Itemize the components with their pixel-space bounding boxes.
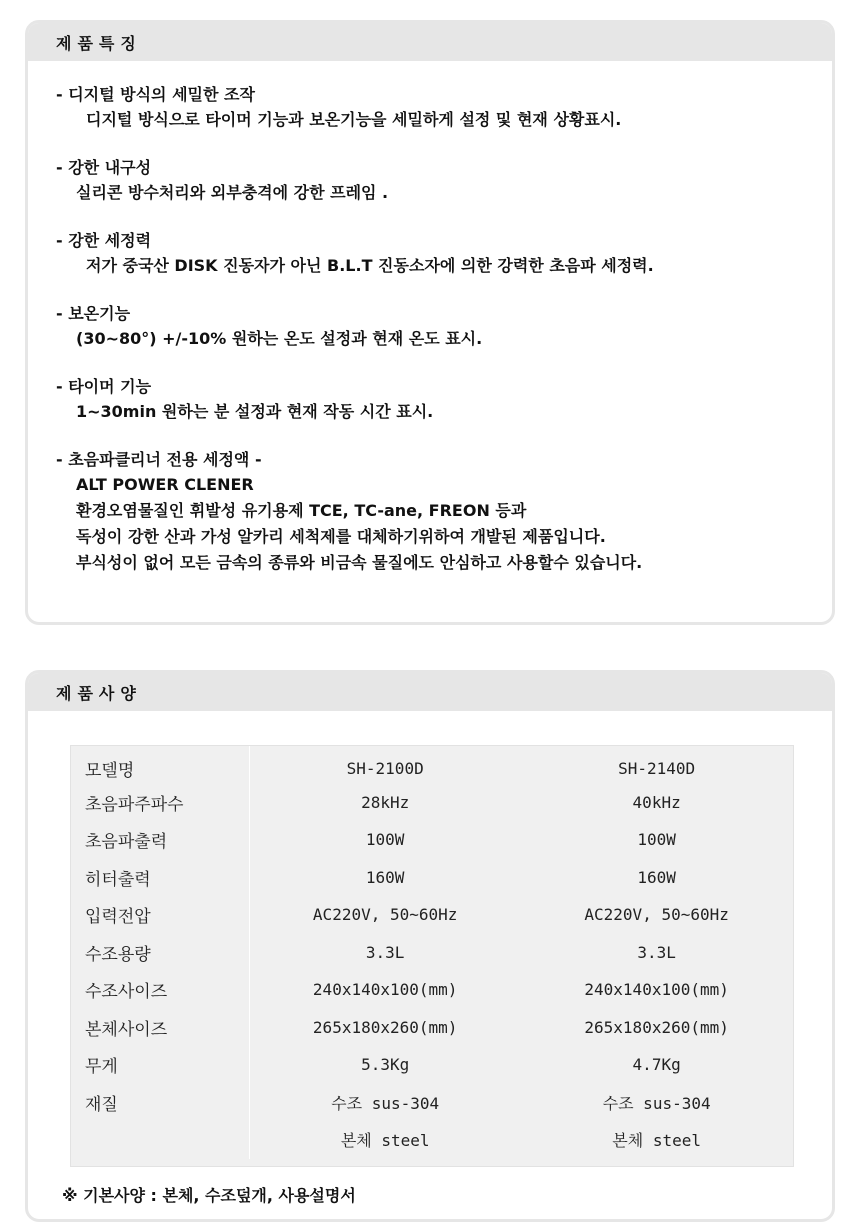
table-row bbox=[71, 934, 793, 972]
specs-header: 제품사양 bbox=[28, 673, 832, 711]
features-card bbox=[25, 20, 835, 625]
spec-table-container bbox=[70, 745, 794, 1167]
spec-value-b: 수조 sus-304 bbox=[602, 1093, 711, 1113]
feature-line: 부식성이 없어 모든 금속의 종류와 비금속 물질에도 안심하고 사용할수 있습니다. bbox=[76, 553, 643, 572]
feature-line: (30~80°) +/-10% 원하는 온도 설정과 현재 온도 표시. bbox=[76, 329, 483, 348]
feature-item bbox=[56, 375, 802, 425]
spec-value-a: 5.3Kg bbox=[361, 1055, 410, 1075]
feature-line: 디지털 방식으로 타이머 기능과 보온기능을 세밀하게 설정 및 현재 상황표시. bbox=[86, 110, 622, 129]
table-row bbox=[71, 971, 793, 1009]
table-row bbox=[71, 1009, 793, 1047]
spec-label: 초음파주파수 bbox=[71, 784, 249, 822]
feature-line: ALT POWER CLENER bbox=[76, 475, 254, 494]
feature-line: 저가 중국산 DISK 진동자가 아닌 B.L.T 진동소자에 의한 강력한 초음파 세정력. bbox=[86, 256, 654, 275]
spec-value-a: 본체 steel bbox=[340, 1131, 430, 1151]
spec-label: 수조사이즈 bbox=[71, 971, 249, 1009]
spec-label: 재질 bbox=[71, 1084, 249, 1122]
feature-item bbox=[56, 83, 802, 133]
spec-value-b: 4.7Kg bbox=[632, 1055, 681, 1075]
spec-note: ※ 기본사양 : 본체, 수조덮개, 사용설명서 bbox=[62, 1186, 356, 1205]
spec-label: 모델명 bbox=[71, 746, 249, 784]
spec-value-a: 160W bbox=[365, 867, 405, 887]
spec-label: 무게 bbox=[71, 1046, 249, 1084]
spec-value-a: 265x180x260(mm) bbox=[312, 1017, 458, 1037]
table-row bbox=[71, 896, 793, 934]
spec-label: 수조용량 bbox=[71, 934, 249, 972]
spec-value-b: 40kHz bbox=[632, 792, 681, 812]
feature-item bbox=[56, 229, 802, 279]
spec-label bbox=[71, 1121, 249, 1159]
spec-label: 입력전압 bbox=[71, 896, 249, 934]
spec-label: 히터출력 bbox=[71, 859, 249, 897]
table-row bbox=[71, 859, 793, 897]
features-body bbox=[28, 61, 832, 576]
spec-value-b: SH-2140D bbox=[618, 759, 696, 779]
spec-value-b: 160W bbox=[637, 867, 676, 887]
table-row bbox=[71, 784, 793, 822]
spec-value-b: 100W bbox=[637, 830, 676, 850]
feature-line: 실리콘 방수처리와 외부충격에 강한 프레임 . bbox=[76, 183, 389, 202]
feature-title: - 타이머 기능 bbox=[56, 377, 152, 396]
specs-card bbox=[25, 670, 835, 1222]
table-row bbox=[71, 1121, 793, 1159]
spec-value-a: 수조 sus-304 bbox=[331, 1093, 440, 1113]
spec-value-a: AC220V, 50~60Hz bbox=[312, 905, 458, 925]
feature-item bbox=[56, 302, 802, 352]
table-row bbox=[71, 1084, 793, 1122]
spec-value-b: 3.3L bbox=[637, 942, 676, 962]
feature-title: - 보온기능 bbox=[56, 304, 131, 323]
spec-value-b: 265x180x260(mm) bbox=[584, 1017, 729, 1037]
feature-line: 독성이 강한 산과 가성 알카리 세척제를 대체하기위하여 개발된 제품입니다. bbox=[76, 527, 606, 546]
feature-title: - 강한 내구성 bbox=[56, 158, 152, 177]
table-row bbox=[71, 821, 793, 859]
spec-value-a: 28kHz bbox=[361, 792, 410, 812]
features-header: 제품특징 bbox=[28, 23, 832, 61]
spec-value-a: 100W bbox=[365, 830, 405, 850]
feature-item bbox=[56, 448, 802, 576]
table-row bbox=[71, 746, 793, 784]
spec-value-b: 240x140x100(mm) bbox=[584, 980, 729, 1000]
spec-label: 초음파출력 bbox=[71, 821, 249, 859]
feature-line: 1~30min 원하는 분 설정과 현재 작동 시간 표시. bbox=[76, 402, 434, 421]
feature-item bbox=[56, 156, 802, 206]
spec-value-a: 240x140x100(mm) bbox=[312, 980, 458, 1000]
feature-title: - 초음파클리너 전용 세정액 - bbox=[56, 450, 262, 469]
feature-title: - 강한 세정력 bbox=[56, 231, 152, 250]
spec-value-a: SH-2100D bbox=[346, 759, 424, 779]
feature-title: - 디지털 방식의 세밀한 조작 bbox=[56, 85, 255, 104]
spec-value-b: AC220V, 50~60Hz bbox=[584, 905, 729, 925]
table-row bbox=[71, 1046, 793, 1084]
spec-value-a: 3.3L bbox=[365, 942, 405, 962]
spec-label: 본체사이즈 bbox=[71, 1009, 249, 1047]
spec-table bbox=[71, 746, 793, 1159]
feature-line: 환경오염물질인 휘발성 유기용제 TCE, TC-ane, FREON 등과 bbox=[76, 501, 527, 520]
spec-value-b: 본체 steel bbox=[612, 1131, 701, 1151]
